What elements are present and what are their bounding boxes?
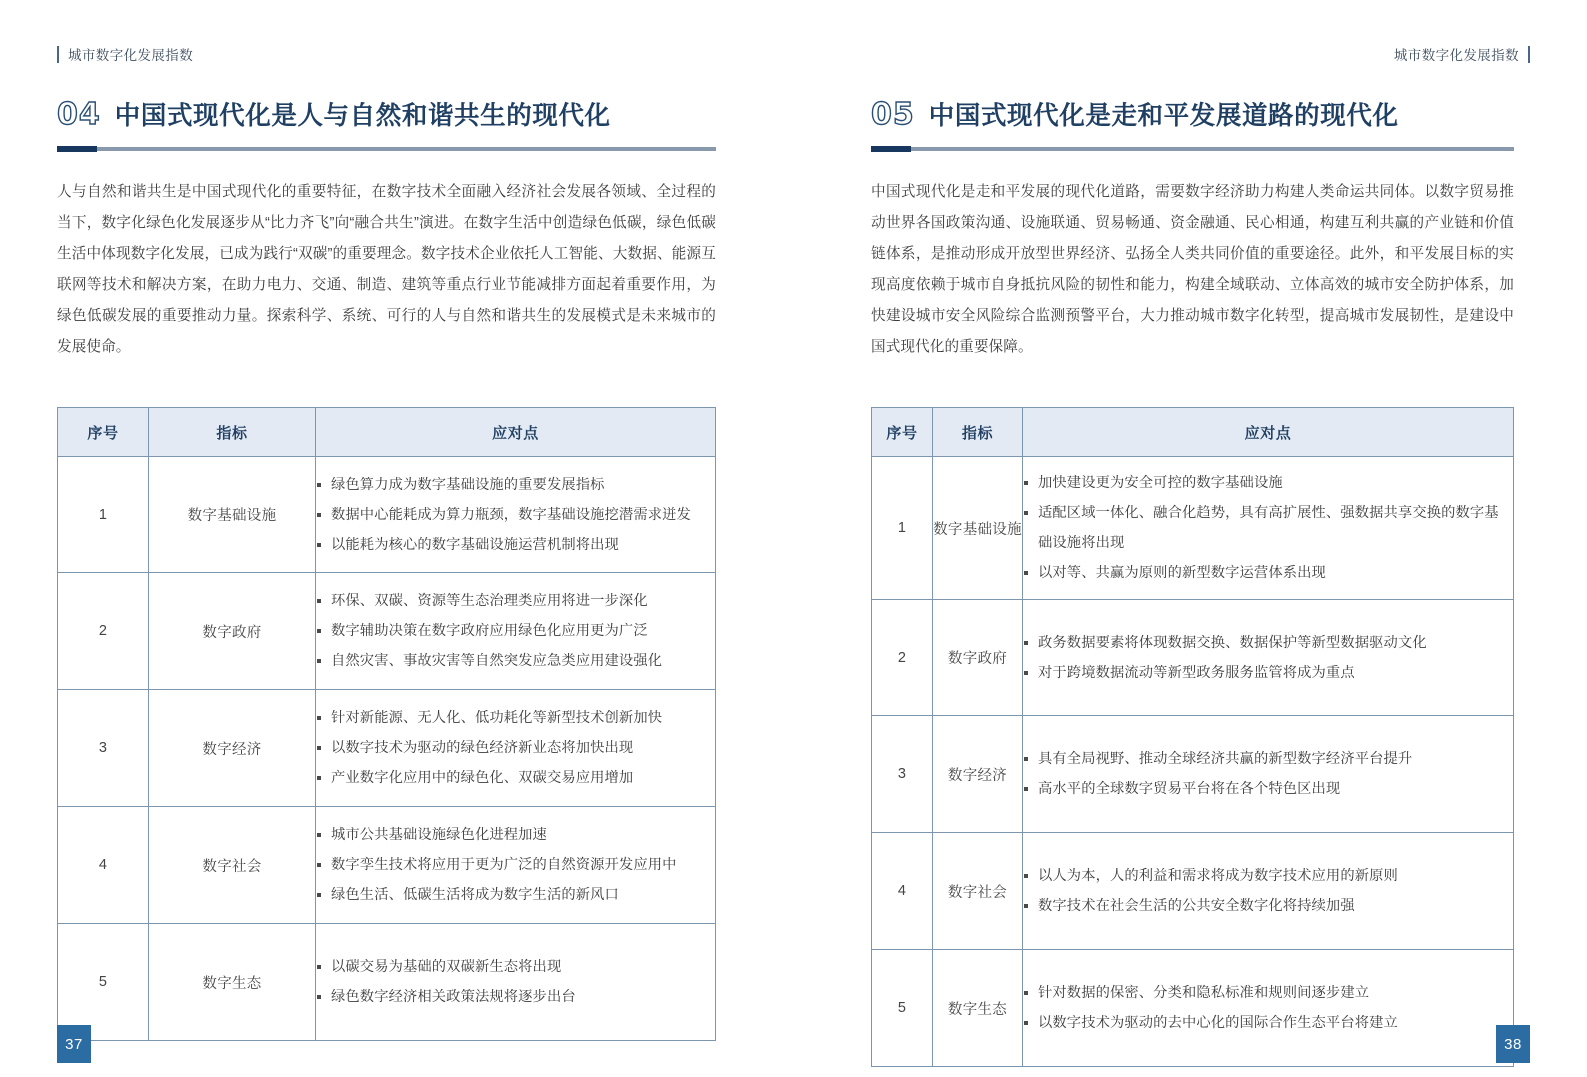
column-header-indicator: 指标: [933, 408, 1023, 457]
table-row: [58, 807, 716, 924]
column-header-seq: 序号: [58, 408, 149, 457]
list-item: 适配区域一体化、融合化趋势，具有高扩展性、强数据共享交换的数字基础设施将出现: [1023, 498, 1513, 558]
table-row: [58, 573, 716, 690]
right-table-wrap: [871, 407, 1514, 1067]
cell-indicator: 数字基础设施: [149, 457, 316, 573]
section-number: 05: [871, 97, 915, 132]
right-column: [871, 97, 1514, 1067]
list-item: 高水平的全球数字贸易平台将在各个特色区出现: [1023, 774, 1513, 804]
section-heading-text: 中国式现代化是人与自然和谐共生的现代化: [114, 102, 611, 130]
list-item: 以能耗为核心的数字基础设施运营机制将出现: [316, 530, 715, 560]
list-item: 自然灾害、事故灾害等自然突发应急类应用建设强化: [316, 646, 715, 676]
list-item: 绿色数字经济相关政策法规将逐步出台: [316, 982, 715, 1012]
cell-seq: 5: [58, 924, 149, 1041]
list-item: 产业数字化应用中的绿色化、双碳交易应用增加: [316, 763, 715, 793]
left-column: [57, 97, 716, 1041]
left-table-wrap: [57, 407, 716, 1041]
table-row: [872, 833, 1514, 950]
list-item: 以人为本，人的利益和需求将成为数字技术应用的新原则: [1023, 861, 1513, 891]
table-row: [58, 924, 716, 1041]
cell-seq: 1: [872, 457, 933, 600]
table-row: [872, 457, 1514, 600]
list-item: 绿色生活、低碳生活将成为数字生活的新风口: [316, 880, 715, 910]
running-header-right: [1394, 44, 1530, 64]
section-paragraph: 中国式现代化是走和平发展的现代化道路，需要数字经济助力构建人类命运共同体。以数字贸易推动世界各国政策沟通、设施联通、贸易畅通、资金融通、民心相通，构建互利共赢的产业链和价值链体系，是推动形成开放型世界经济、弘扬全人类共同价值的重要途径。此外，和平发展目标的实现高度依赖于城市自身抵抗风险的韧性和能力，构建全域联动、立体高效的城市安全防护体系，加快建设城市安全风险综合监测预警平台，大力推动城市数字化转型，提高城市发展韧性，是建设中国式现代化的重要保障。: [871, 184, 1514, 355]
table-row: [872, 950, 1514, 1067]
list-item: 数字辅助决策在数字政府应用绿色化应用更为广泛: [316, 616, 715, 646]
column-header-responses: 应对点: [316, 408, 716, 457]
list-item: 针对新能源、无人化、低功耗化等新型技术创新加快: [316, 703, 715, 733]
cell-responses: [1023, 833, 1514, 950]
cell-indicator: 数字社会: [149, 807, 316, 924]
cell-seq: 5: [872, 950, 933, 1067]
section-number: 04: [57, 97, 101, 132]
column-header-indicator: 指标: [149, 408, 316, 457]
cell-seq: 1: [58, 457, 149, 573]
section-title-04: [57, 97, 716, 138]
cell-responses: [1023, 457, 1514, 600]
table-header-row: [872, 408, 1514, 457]
cell-responses: [316, 807, 716, 924]
list-item: 政务数据要素将体现数据交换、数据保护等新型数据驱动文化: [1023, 628, 1513, 658]
section-title-05: [871, 97, 1514, 138]
cell-responses: [316, 690, 716, 807]
cell-indicator: 数字生态: [933, 950, 1023, 1067]
cell-seq: 4: [872, 833, 933, 950]
cell-seq: 3: [58, 690, 149, 807]
page-number-right: 38: [1496, 1025, 1530, 1063]
cell-seq: 2: [58, 573, 149, 690]
page-number-left: 37: [57, 1025, 91, 1063]
list-item: 绿色算力成为数字基础设施的重要发展指标: [316, 470, 715, 500]
table-row: [58, 457, 716, 573]
table-row: [872, 600, 1514, 716]
section-heading-text: 中国式现代化是走和平发展道路的现代化: [928, 102, 1399, 130]
cell-indicator: 数字生态: [149, 924, 316, 1041]
cell-seq: 2: [872, 600, 933, 716]
header-accent-bar-icon: [1528, 46, 1530, 63]
list-item: 加快建设更为安全可控的数字基础设施: [1023, 468, 1513, 498]
cell-indicator: 数字政府: [933, 600, 1023, 716]
section-paragraph: 人与自然和谐共生是中国式现代化的重要特征，在数字技术全面融入经济社会发展各领域、全过程的当下，数字化绿色化发展逐步从“比力齐飞”向“融合共生”演进。在数字生活中创造绿色低碳，绿色低碳生活中体现数字化发展，已成为践行“双碳”的重要理念。数字技术企业依托人工智能、大数据、能源互联网等技术和解决方案，在助力电力、交通、制造、建筑等重点行业节能减排方面起着重要作用，为绿色低碳发展的重要推动力量。探索科学、系统、可行的人与自然和谐共生的发展模式是未来城市的发展使命。: [57, 184, 716, 355]
list-item: 以数字技术为驱动的绿色经济新业态将加快出现: [316, 733, 715, 763]
list-item: 城市公共基础设施绿色化进程加速: [316, 820, 715, 850]
running-header-right-label: 城市数字化发展指数: [1393, 48, 1519, 63]
list-item: 具有全局视野、推动全球经济共赢的新型数字经济平台提升: [1023, 744, 1513, 774]
cell-responses: [1023, 600, 1514, 716]
table-row: [58, 690, 716, 807]
list-item: 数据中心能耗成为算力瓶颈，数字基础设施挖潜需求迸发: [316, 500, 715, 530]
list-item: 数字技术在社会生活的公共安全数字化将持续加强: [1023, 891, 1513, 921]
cell-responses: [316, 924, 716, 1041]
list-item: 以碳交易为基础的双碳新生态将出现: [316, 952, 715, 982]
list-item: 数字孪生技术将应用于更为广泛的自然资源开发应用中: [316, 850, 715, 880]
list-item: 以数字技术为驱动的去中心化的国际合作生态平台将建立: [1023, 1008, 1513, 1038]
list-item: 环保、双碳、资源等生态治理类应用将进一步深化: [316, 586, 715, 616]
table-row: [872, 716, 1514, 833]
column-header-responses: 应对点: [1023, 408, 1514, 457]
cell-responses: [316, 457, 716, 573]
table-header-row: [58, 408, 716, 457]
indicators-table-left: [57, 407, 716, 1041]
cell-indicator: 数字基础设施: [933, 457, 1023, 600]
cell-seq: 4: [58, 807, 149, 924]
column-header-seq: 序号: [872, 408, 933, 457]
section-divider-rule: [871, 147, 1514, 151]
cell-indicator: 数字经济: [933, 716, 1023, 833]
indicators-table-right: [871, 407, 1514, 1067]
cell-responses: [1023, 950, 1514, 1067]
list-item: 以对等、共赢为原则的新型数字运营体系出现: [1023, 558, 1513, 588]
list-item: 对于跨境数据流动等新型政务服务监管将成为重点: [1023, 658, 1513, 688]
header-accent-bar-icon: [57, 46, 59, 63]
cell-indicator: 数字社会: [933, 833, 1023, 950]
running-header-left-label: 城市数字化发展指数: [68, 48, 194, 63]
cell-indicator: 数字政府: [149, 573, 316, 690]
cell-seq: 3: [872, 716, 933, 833]
section-divider-rule: [57, 147, 716, 151]
cell-responses: [316, 573, 716, 690]
cell-indicator: 数字经济: [149, 690, 316, 807]
cell-responses: [1023, 716, 1514, 833]
list-item: 针对数据的保密、分类和隐私标准和规则间逐步建立: [1023, 978, 1513, 1008]
running-header-left: [57, 44, 193, 64]
